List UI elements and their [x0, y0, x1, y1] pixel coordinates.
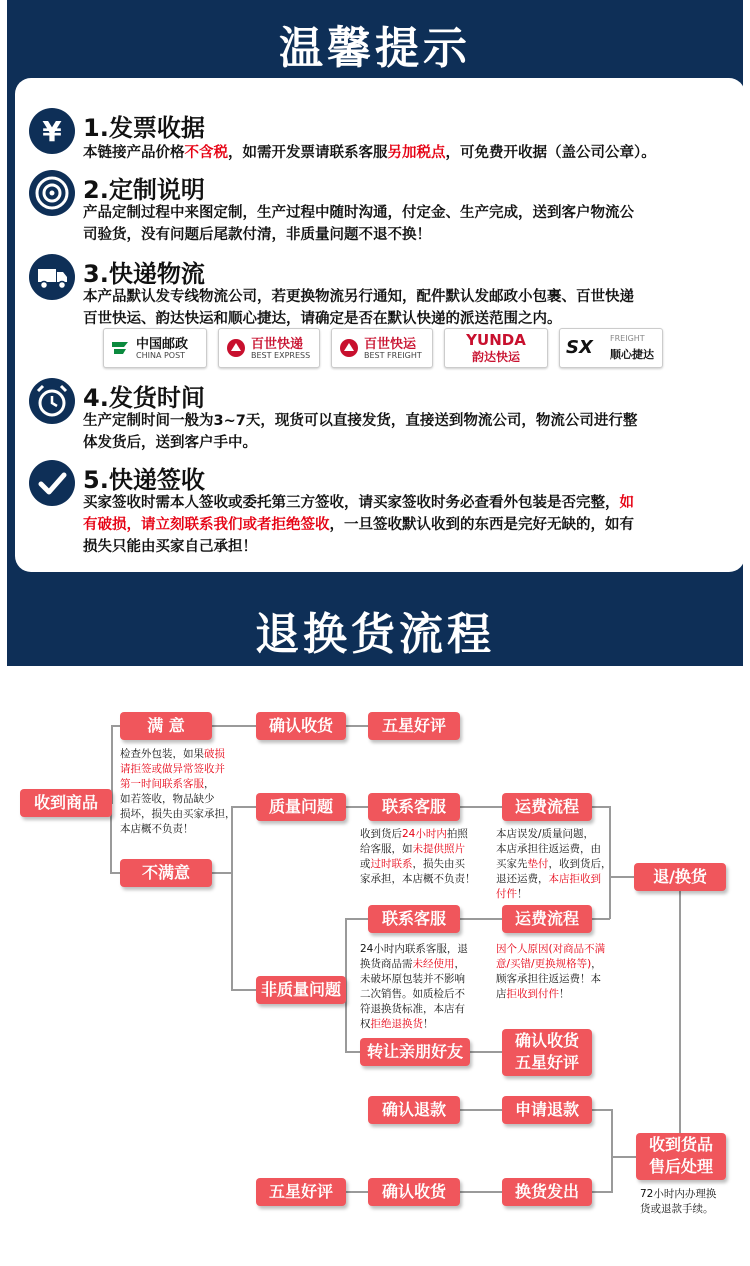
- apply-refund-box: 申请退款: [502, 1096, 592, 1124]
- checkmark-icon: [29, 460, 75, 506]
- yen-icon: [29, 108, 75, 154]
- note-quality: 收到货后24小时内拍照 给客服，如未提供照片 或过时联系，损失由买 家承担，本店概不负责！: [360, 828, 476, 885]
- section-body: 本产品默认发专线物流公司，若更换物流另行通知，配件默认发邮政小包裹、百世快递 百世快运、韵达快运和顺心捷达，请确定是否在默认快递的派送范围之内。: [83, 289, 634, 327]
- confirm-refund-box: 确认退款: [368, 1096, 460, 1124]
- shipping-fee-box-2: 运费流程: [502, 905, 592, 933]
- return-flowchart: [0, 667, 750, 1266]
- svg-text:¥: ¥: [42, 115, 62, 148]
- alarm-clock-icon: [29, 378, 75, 424]
- section-title: 4.发货时间: [83, 384, 205, 412]
- five-star-box: 五星好评: [368, 712, 460, 740]
- china-post-logo: 中国邮政 CHINA POST: [103, 328, 207, 368]
- yunda-logo: YUNDA 韵达快运: [444, 328, 548, 368]
- note-non-quality: 24小时内联系客服，退 换货商品需未经使用， 未破坏原包装并不影响 二次销售。如质检后不 符退换货标准，本店有 权拒绝退换货！: [360, 943, 468, 1030]
- note-shipping-fee: 本店误发/质量问题， 本店承担往返运费，由 买家先垫付，收到货后， 退还运费，本店拒收到 付件！: [496, 828, 612, 900]
- section-title: 2.定制说明: [83, 176, 205, 204]
- page-title: 温馨提示: [279, 23, 471, 74]
- section-body: 生产定制时间一般为3~7天，现货可以直接发货，直接送到物流公司，物流公司进行整 体发货后，送到客户手中。: [83, 413, 638, 451]
- after-sales-box: 收到货品 售后处理: [636, 1133, 726, 1180]
- exchange-shipped-box: 换货发出: [502, 1178, 592, 1206]
- quality-issue-box: 质量问题: [256, 793, 346, 821]
- transfer-friends-box: 转让亲朋好友: [360, 1038, 470, 1066]
- note-personal-reason: 因个人原因(对商品不满 意/买错/更换规格等)， 顾客承担往返运费！本 店拒收到付件！: [496, 943, 606, 1000]
- notice-card: [15, 78, 745, 572]
- note-72-hours: 72小时内办理换 货或退款手续。: [640, 1188, 717, 1215]
- section-body: 本链接产品价格不含税，如需开发票请联系客服另加税点，可免费开收据（盖公司公章）。: [83, 145, 656, 161]
- section-title: 3.快递物流: [83, 260, 205, 288]
- note-check-package: 检查外包装，如果破损 请拒签或做异常签收并 第一时间联系客服， 如若签收，物品缺少 损坏，损失由买家承担， 本店概不负责！: [120, 748, 236, 835]
- confirm-five-star-box: 确认收货 五星好评: [502, 1029, 592, 1076]
- section-title: 1.发票收据: [83, 114, 205, 142]
- shunxin-logo: SX FREIGHT 顺心捷达: [559, 328, 663, 368]
- section-title: 5.快递签收: [83, 466, 205, 494]
- truck-icon: [29, 254, 75, 300]
- unsatisfied-box: 不满意: [120, 859, 212, 887]
- satisfied-box: 满 意: [120, 712, 212, 740]
- received-goods-box: 收到商品: [20, 789, 112, 817]
- return-exchange-box: 退/换货: [634, 863, 726, 891]
- disc-icon: [29, 170, 75, 216]
- best-express-logo: 百世快递 BEST EXPRESS: [218, 328, 320, 368]
- best-freight-logo: 百世快运 BEST FREIGHT: [331, 328, 433, 368]
- five-star-box-2: 五星好评: [256, 1178, 346, 1206]
- section-body: 买家签收时需本人签收或委托第三方签收，请买家签收时务必查看外包装是否完整，如 有破损，请立刻联系我们或者拒绝签收，一旦签收默认收到的东西是完好无缺的，如有 损失只能由买家自己承担！: [83, 495, 634, 555]
- confirm-receipt-box-3: 确认收货: [368, 1178, 460, 1206]
- contact-service-box-2: 联系客服: [368, 905, 460, 933]
- flow-title: 退换货流程: [255, 609, 495, 660]
- section-body: 产品定制过程中来图定制，生产过程中随时沟通，付定金、生产完成，送到客户物流公 司验货，没有问题后尾款付清，非质量问题不退不换！: [83, 205, 634, 243]
- non-quality-issue-box: 非质量问题: [256, 976, 346, 1004]
- confirm-receipt-box: 确认收货: [256, 712, 346, 740]
- shipping-fee-box: 运费流程: [502, 793, 592, 821]
- contact-service-box: 联系客服: [368, 793, 460, 821]
